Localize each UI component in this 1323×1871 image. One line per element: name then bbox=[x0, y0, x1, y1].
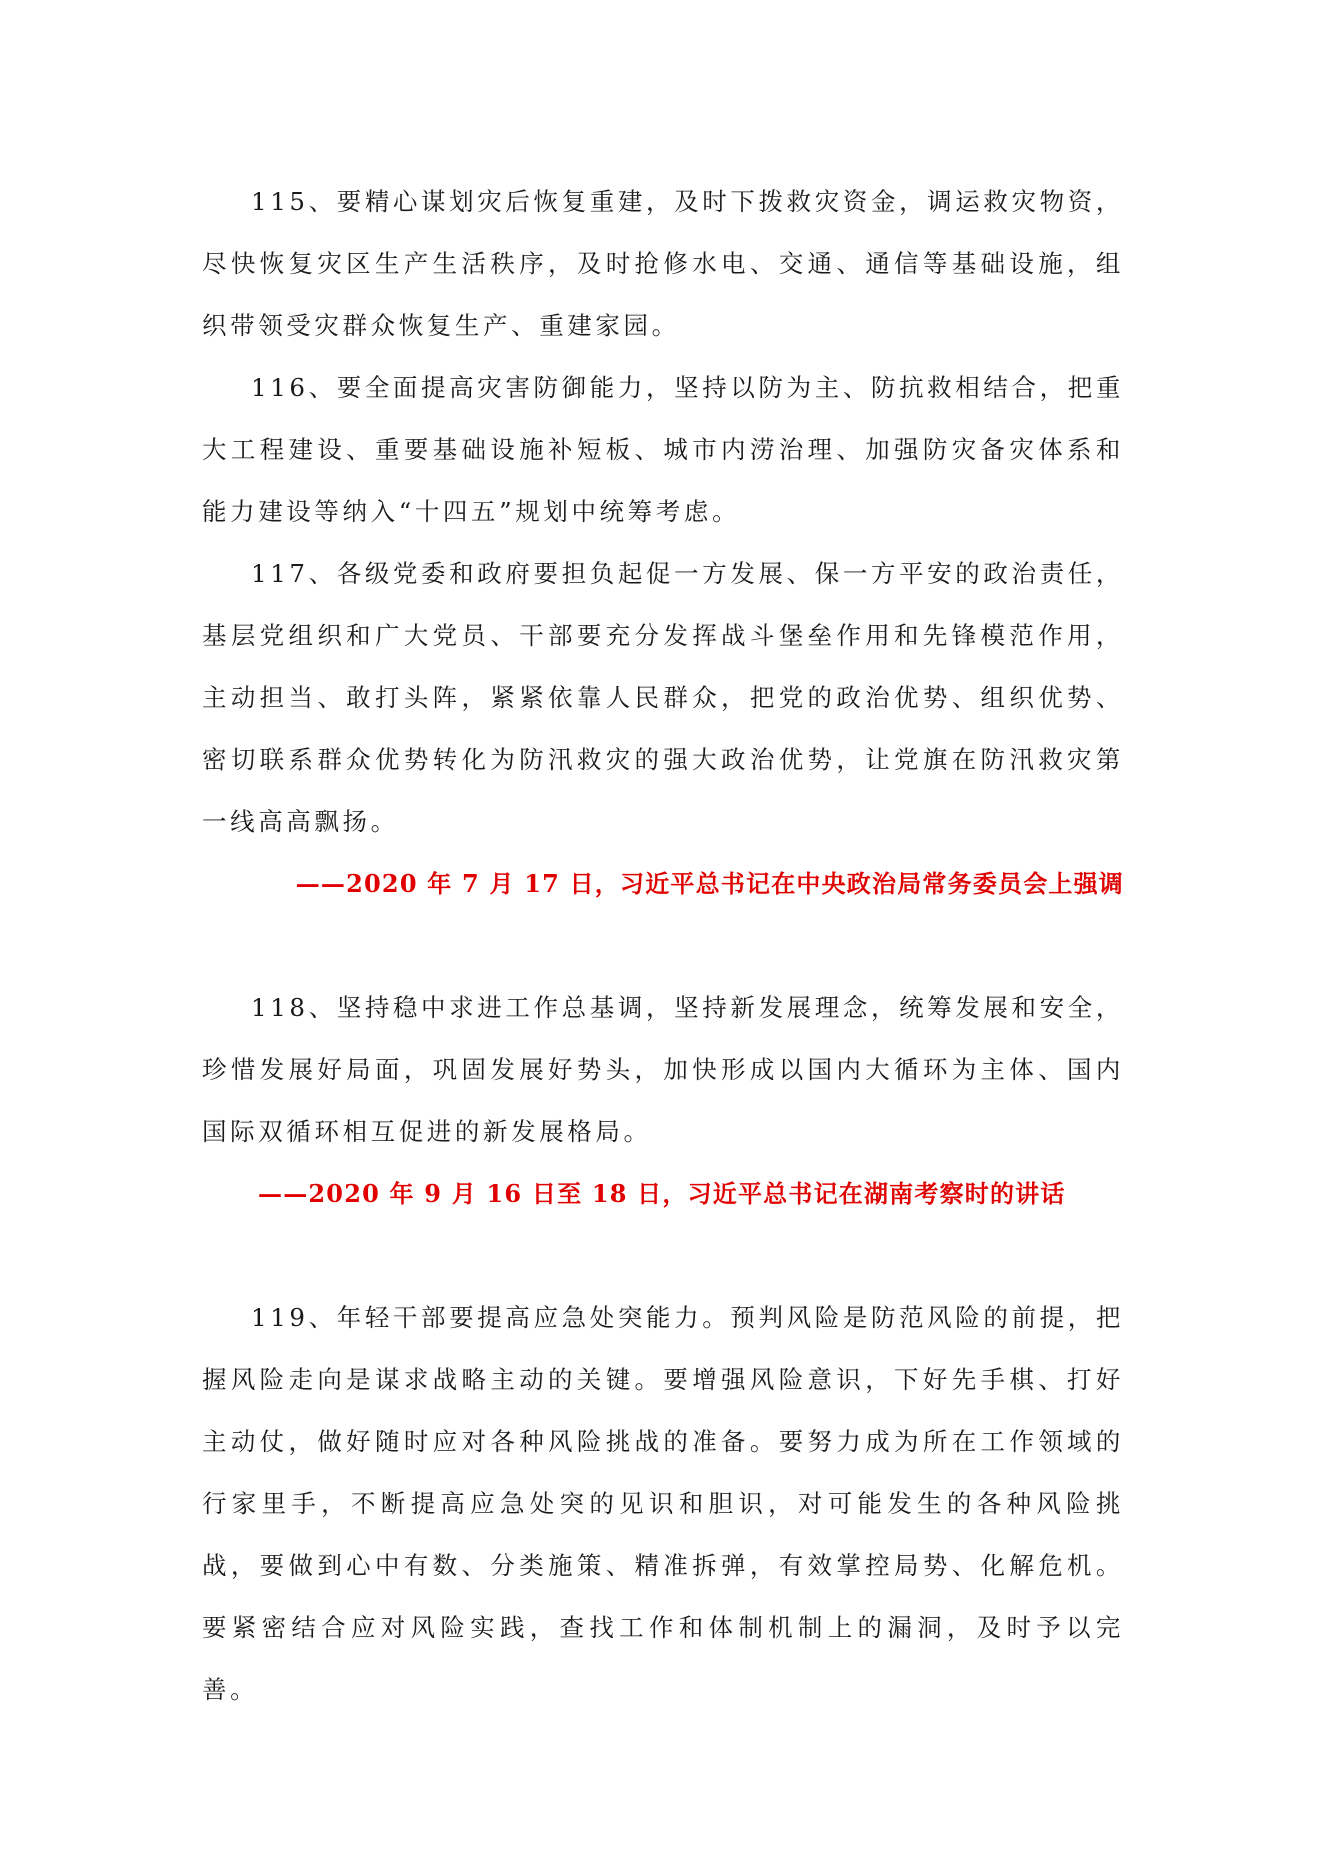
paragraph-118: 118、坚持稳中求进工作总基调，坚持新发展理念，统筹发展和安全，珍惜发展好局面，巩固发展好势头，加快形成以国内大循环为主体、国内国际双循环相互促进的新发展格局。 bbox=[202, 993, 1124, 1146]
paragraph-119: 119、年轻干部要提高应急处突能力。预判风险是防范风险的前提，把握风险走向是谋求战略主动的关键。要增强风险意识，下好先手棋、打好主动仗，做好随时应对各种风险挑战的准备。要努力成为所在工作领域的行家里手，不断提高应急处突的见识和胆识，对可能发生的各种风险挑战，要做到心中有数、分类施策、精准拆弹，有效掌控局势、化解危机。要紧密结合应对风险实践，查找工作和体制机制上的漏洞，及时予以完善。 bbox=[202, 1303, 1124, 1704]
section-gap bbox=[202, 1225, 1124, 1287]
document-body bbox=[202, 171, 1124, 1721]
paragraph-116: 116、要全面提高灾害防御能力，坚持以防为主、防抗救相结合，把重大工程建设、重要基础设施补短板、城市内涝治理、加强防灾备灾体系和能力建设等纳入“十四五”规划中统筹考虑。 bbox=[202, 373, 1124, 526]
section-gap bbox=[202, 915, 1124, 977]
paragraph-115: 115、要精心谋划灾后恢复重建，及时下拨救灾资金，调运救灾物资，尽快恢复灾区生产生活秩序，及时抢修水电、交通、通信等基础设施，组织带领受灾群众恢复生产、重建家园。 bbox=[202, 187, 1124, 340]
attribution-line-2: ——2020 年 9 月 16 日至 18 日，习近平总书记在湖南考察时的讲话 bbox=[258, 1179, 1066, 1208]
paragraph-117: 117、各级党委和政府要担负起促一方发展、保一方平安的政治责任，基层党组织和广大党员、干部要充分发挥战斗堡垒作用和先锋模范作用，主动担当、敢打头阵，紧紧依靠人民群众，把党的政治优势、组织优势、密切联系群众优势转化为防汛救灾的强大政治优势，让党旗在防汛救灾第一线高高飘扬。 bbox=[202, 559, 1124, 836]
attribution-line-1: ——2020 年 7 月 17 日，习近平总书记在中央政治局常务委员会上强调 bbox=[295, 869, 1124, 898]
